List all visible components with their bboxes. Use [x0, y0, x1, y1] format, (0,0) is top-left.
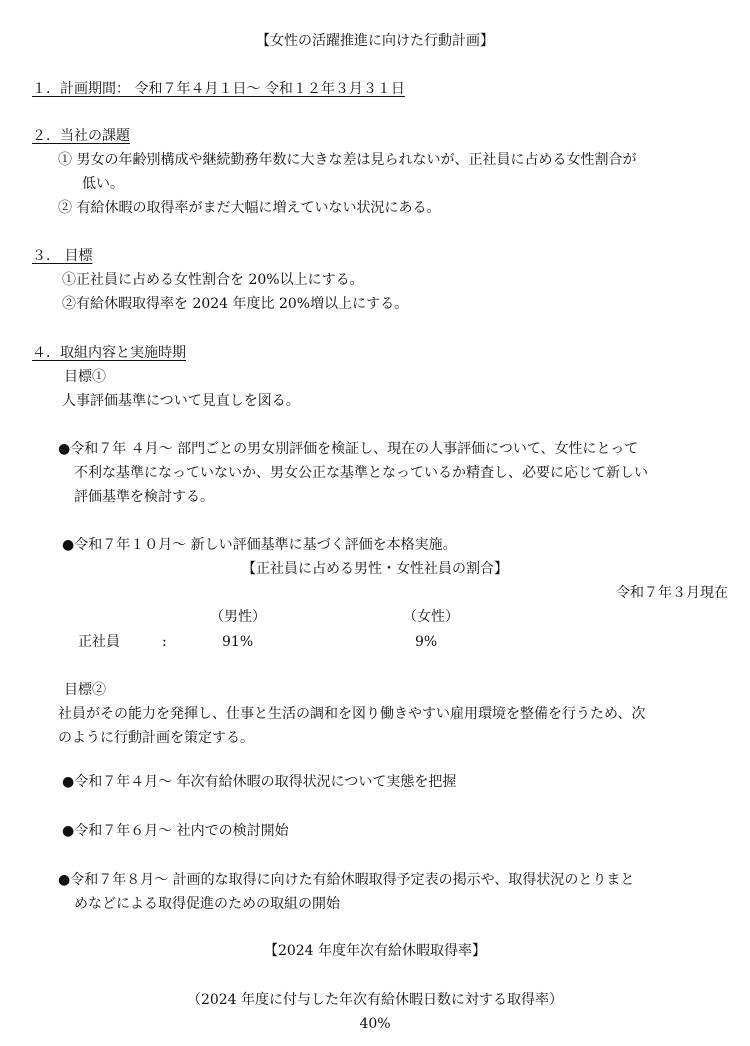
goal-1-action-1-line-3: 評価基準を検討する。 — [74, 489, 214, 505]
goal-2-action-1: ●令和７年４月～ 年次有給休暇の取得状況について実態を把握 — [62, 774, 457, 790]
ratio-table-title: 【正社員に占める男性・女性社員の割合】 — [242, 561, 508, 577]
ratio-table-as-of: 令和７年３月現在 — [616, 585, 728, 601]
ratio-row-colon: : — [162, 634, 167, 650]
issue-2: ② 有給休暇の取得率がまだ大幅に増えていない状況にある。 — [58, 200, 441, 216]
issue-1-line-1: ① 男女の年齢別構成や継続勤務年数に大きな差は見られないが、正社員に占める女性割合が — [58, 152, 637, 168]
goal-2-action-3-line-2: めなどによる取得促進のための取組の開始 — [74, 896, 340, 912]
goal-1-label: 目標① — [64, 369, 106, 385]
ratio-male-value: 91% — [222, 634, 254, 650]
goal-1-action-2: ●令和７年１０月～ 新しい評価基準に基づく評価を本格実施。 — [62, 537, 457, 553]
goal-2-action-2: ●令和７年６月～ 社内での検討開始 — [62, 823, 289, 839]
goal-1: ①正社員に占める女性割合を 20%以上にする。 — [62, 272, 364, 288]
goals-heading: ３． 目標 — [32, 248, 93, 264]
initiatives-heading: ４．取組内容と実施時期 — [32, 345, 186, 361]
document-title: 【女性の活躍推進に向けた行動計画】 — [256, 33, 494, 49]
issues-heading: ２．当社の課題 — [32, 128, 130, 144]
ratio-column-female: （女性） — [403, 609, 459, 625]
goal-1-action-1-line-2: 不利な基準になっていないか、男女公正な基準となっているか精査し、必要に応じて新しい — [74, 465, 648, 481]
leave-rate-subtitle: （2024 年度に付与した年次有給休暇日数に対する取得率） — [186, 992, 564, 1008]
leave-rate-value: 40% — [359, 1016, 391, 1032]
goal-2-label: 目標② — [64, 682, 106, 698]
goal-1-description: 人事評価基準について見直しを図る。 — [62, 393, 300, 409]
ratio-row-label: 正社員 — [78, 634, 120, 650]
leave-rate-title: 【2024 年度年次有給休暇取得率】 — [263, 943, 487, 959]
ratio-female-value: 9% — [415, 634, 438, 650]
goal-2-description-line-1: 社員がその能力を発揮し、仕事と生活の調和を図り働きやすい雇用環境を整備を行うため、次 — [58, 706, 646, 722]
goal-2-action-3-line-1: ●令和７年８月～ 計画的な取得に向けた有給休暇取得予定表の掲示や、取得状況のとりまと — [58, 872, 635, 888]
goal-1-action-1-line-1: ●令和７年 ４月～ 部門ごとの男女別評価を検証し、現在の人事評価について、女性にとって — [58, 441, 639, 457]
goal-2-description-line-2: のように行動計画を策定する。 — [58, 730, 254, 746]
plan-period-heading: １．計画期間： 令和７年４月１日～ 令和１２年３月３１日 — [32, 81, 405, 97]
goal-2: ②有給休暇取得率を 2024 年度比 20%増以上にする。 — [62, 296, 409, 312]
issue-1-line-2: 低い。 — [82, 176, 124, 192]
ratio-column-male: （男性） — [210, 609, 266, 625]
